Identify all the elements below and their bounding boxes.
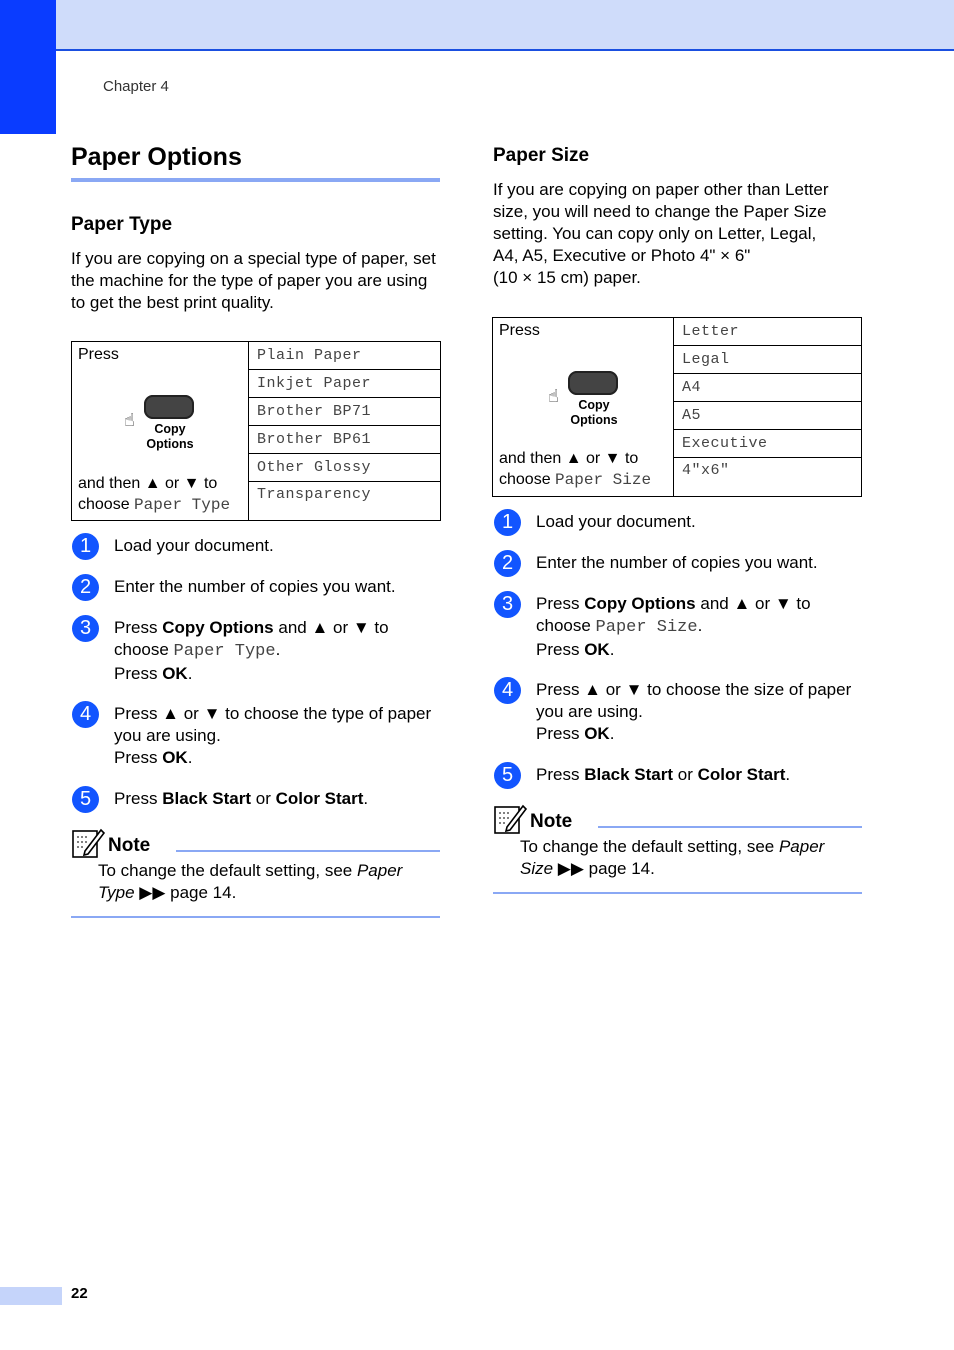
step-number: 2 — [494, 550, 521, 577]
cross-reference: Paper — [778, 837, 825, 856]
step-text — [536, 764, 866, 786]
step-text — [114, 576, 444, 598]
step-number: 5 — [72, 786, 99, 813]
bold-term: Copy Options — [162, 618, 274, 637]
text-run: Press — [536, 765, 585, 784]
bold-term: Copy Options — [584, 594, 696, 613]
step-text — [114, 703, 444, 769]
text-run: To change the default setting, see — [520, 837, 779, 856]
text-run: Press — [114, 789, 163, 808]
title-rule — [71, 178, 440, 182]
text-run: Press — [536, 724, 585, 743]
text-run: If you are copying on paper other than Letter — [493, 180, 829, 199]
bold-term: OK — [584, 640, 610, 659]
text-run: Press ▲ or ▼ to choose the size of paper — [536, 680, 852, 699]
press-label: Press — [78, 346, 119, 363]
step-number: 3 — [494, 591, 521, 618]
button-caption-line1: Copy — [154, 422, 186, 436]
menu-value: Paper Size — [595, 618, 698, 637]
bold-term: Black Start — [584, 765, 674, 784]
text-run: . — [609, 724, 615, 743]
note-text — [520, 836, 862, 880]
text-run: . — [275, 640, 281, 659]
choose-value: Paper Size — [555, 471, 652, 489]
step-number: 5 — [494, 762, 521, 789]
bold-term: Black Start — [162, 789, 252, 808]
menu-option: Letter — [674, 318, 862, 346]
menu-option: A4 — [674, 374, 862, 402]
then-text: and then ▲ or ▼ to — [499, 450, 639, 467]
text-run: ▶▶ page 14. — [134, 883, 237, 902]
choose-text: choose — [499, 471, 551, 488]
bold-term: OK — [162, 664, 188, 683]
step-text — [536, 679, 866, 745]
text-run: Press — [536, 640, 585, 659]
choose-text: choose — [78, 496, 130, 513]
bold-term: Color Start — [697, 765, 786, 784]
text-run: Load your document. — [536, 512, 696, 531]
cross-reference: Paper — [356, 861, 403, 880]
bold-term: Color Start — [275, 789, 364, 808]
text-run: setting. You can copy only on Letter, Legal, — [493, 224, 817, 243]
menu-option: Brother BP71 — [249, 398, 441, 426]
menu-option: Transparency — [249, 482, 441, 521]
text-run: Load your document. — [114, 536, 274, 555]
text-run: To change the default setting, see — [98, 861, 357, 880]
paper-size-menu-table — [492, 317, 862, 497]
text-run: and ▲ or ▼ to — [273, 618, 389, 637]
menu-option: Other Glossy — [249, 454, 441, 482]
menu-option: Inkjet Paper — [249, 370, 441, 398]
paper-type-heading: Paper Type — [71, 214, 173, 235]
text-run: or — [673, 765, 698, 784]
chapter-label: Chapter 4 — [103, 78, 169, 95]
cross-reference: Type — [98, 883, 135, 902]
header-band — [0, 0, 954, 51]
note-bottom-rule — [493, 892, 862, 894]
text-run: you are using. — [536, 702, 643, 721]
note-divider — [598, 826, 862, 828]
button-caption — [568, 398, 620, 428]
text-run: A4, A5, Executive or Photo 4" × 6" — [493, 246, 751, 265]
pointing-hand-icon: ☝ — [548, 386, 559, 406]
press-label: Press — [499, 322, 540, 339]
menu-option: 4"x6" — [674, 458, 862, 497]
text-run: and ▲ or ▼ to — [695, 594, 811, 613]
paper-size-intro — [493, 179, 863, 289]
press-cell — [493, 318, 674, 497]
step-text — [114, 535, 444, 557]
text-run: ▶▶ page 14. — [553, 859, 655, 878]
note-title: Note — [108, 835, 151, 856]
text-run: Enter the number of copies you want. — [536, 553, 818, 572]
note-pencil-icon — [71, 827, 105, 859]
note-pencil-icon — [493, 803, 527, 835]
pointing-hand-icon: ☝ — [124, 410, 135, 430]
menu-option: A5 — [674, 402, 862, 430]
press-cell — [72, 342, 249, 521]
step-number: 2 — [72, 574, 99, 601]
chapter-tab — [0, 0, 56, 134]
menu-option: Brother BP61 — [249, 426, 441, 454]
text-run: . — [187, 664, 193, 683]
step-text — [114, 617, 444, 685]
step-number: 4 — [72, 701, 99, 728]
choose-value: Paper Type — [134, 496, 231, 514]
note-text — [98, 860, 440, 904]
step-number: 4 — [494, 677, 521, 704]
paper-type-intro: If you are copying on a special type of paper, set the machine for the type of paper you are using to get the best print quality. — [71, 249, 436, 312]
then-text: and then ▲ or ▼ to — [78, 475, 218, 492]
note-bottom-rule — [71, 916, 440, 918]
menu-option: Plain Paper — [249, 342, 441, 370]
text-run: size, you will need to change the Paper Size — [493, 202, 827, 221]
footer-band — [0, 1287, 62, 1305]
text-run: Press — [536, 594, 585, 613]
text-run: you are using. — [114, 726, 221, 745]
paper-type-menu-table — [71, 341, 441, 521]
bold-term: OK — [584, 724, 610, 743]
text-run: Enter the number of copies you want. — [114, 577, 396, 596]
step-number: 1 — [72, 533, 99, 560]
cross-reference: Size — [520, 859, 554, 878]
paper-size-heading: Paper Size — [493, 145, 590, 166]
menu-value: Paper Type — [173, 642, 276, 661]
menu-option: Executive — [674, 430, 862, 458]
step-text — [536, 593, 866, 661]
step-text — [536, 511, 866, 533]
note-divider — [176, 850, 440, 852]
step-number: 1 — [494, 509, 521, 536]
text-run: choose — [536, 616, 596, 635]
text-run: choose — [114, 640, 174, 659]
text-run: Press — [114, 618, 163, 637]
text-run: Press — [114, 664, 163, 683]
text-run: . — [187, 748, 193, 767]
step-text — [114, 788, 444, 810]
text-run: Press — [114, 748, 163, 767]
text-run: . — [363, 789, 369, 808]
press-instruction — [78, 473, 230, 516]
button-caption — [144, 422, 196, 452]
text-run: Press ▲ or ▼ to choose the type of paper — [114, 704, 432, 723]
text-run: . — [785, 765, 791, 784]
step-number: 3 — [72, 615, 99, 642]
text-run: (10 × 15 cm) paper. — [493, 268, 641, 287]
note-title: Note — [530, 811, 573, 832]
page-number: 22 — [71, 1285, 88, 1302]
text-run: . — [609, 640, 615, 659]
button-shape — [568, 371, 618, 395]
bold-term: OK — [162, 748, 188, 767]
button-caption-line1: Copy — [578, 398, 610, 412]
press-instruction — [499, 448, 651, 491]
text-run: . — [697, 616, 703, 635]
page-title: Paper Options — [71, 143, 242, 171]
text-run: or — [251, 789, 276, 808]
button-caption-line2: Options — [146, 437, 194, 451]
button-caption-line2: Options — [570, 413, 618, 427]
step-text — [536, 552, 866, 574]
menu-option: Legal — [674, 346, 862, 374]
button-shape — [144, 395, 194, 419]
